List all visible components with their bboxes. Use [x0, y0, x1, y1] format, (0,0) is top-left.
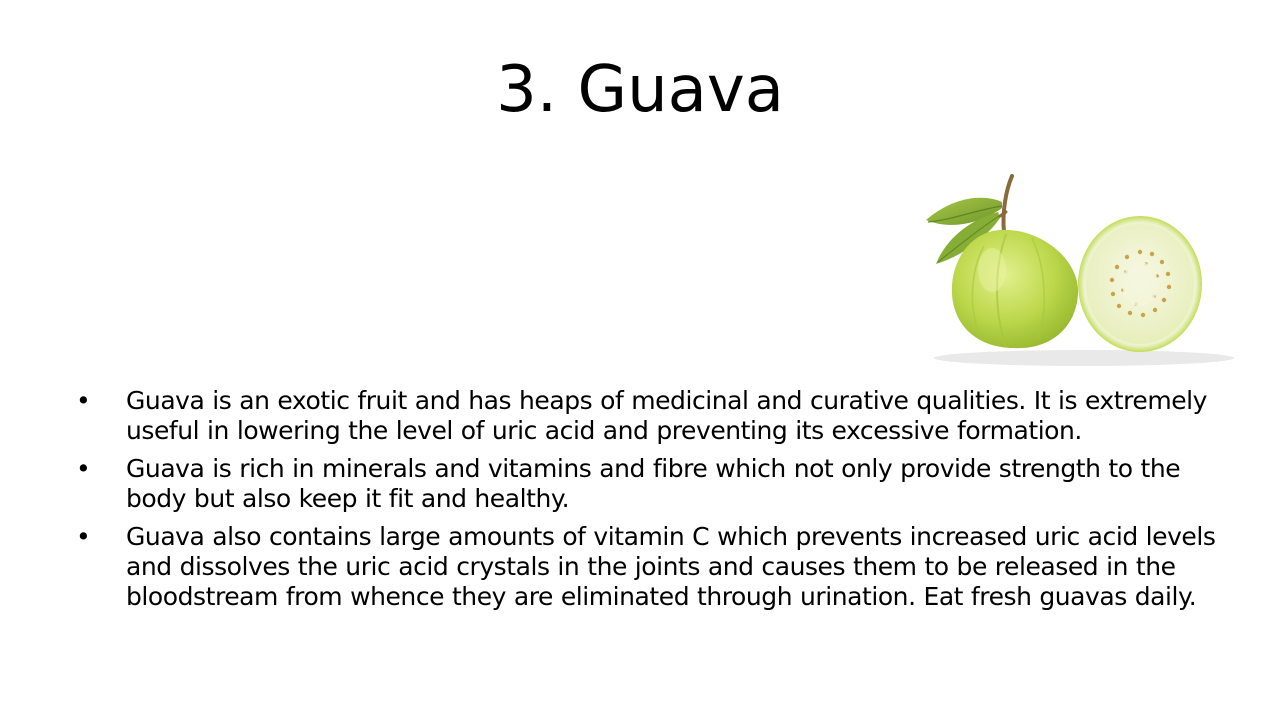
slide-title: 3. Guava	[496, 53, 784, 127]
bullet-marker: •	[76, 522, 91, 551]
whole-guava	[952, 230, 1078, 348]
bullet-marker: •	[76, 386, 91, 415]
bullet-text: Guava is an exotic fruit and has heaps of medicinal and curative qualities. It is extremely useful in lowering the level of uric acid and preventing its excessive formation.	[126, 386, 1208, 445]
guava-fruit-image	[914, 172, 1240, 366]
bullet-item	[76, 522, 1216, 612]
bullet-text: Guava also contains large amounts of vitamin C which prevents increased uric acid levels and dissolves the uric acid crystals in the joints and causes them to be released in the bloodstream from whence they are eliminated through urination. Eat fresh guavas daily.	[126, 522, 1216, 611]
bullet-item	[76, 454, 1216, 514]
bullet-item	[76, 386, 1216, 446]
fruit-shadow	[934, 350, 1234, 366]
bullet-text: Guava is rich in minerals and vitamins and fibre which not only provide strength to the body but also keep it fit and healthy.	[126, 454, 1181, 513]
bullet-marker: •	[76, 454, 91, 483]
bullet-list	[76, 386, 1216, 620]
fruit-stem	[1003, 176, 1012, 232]
